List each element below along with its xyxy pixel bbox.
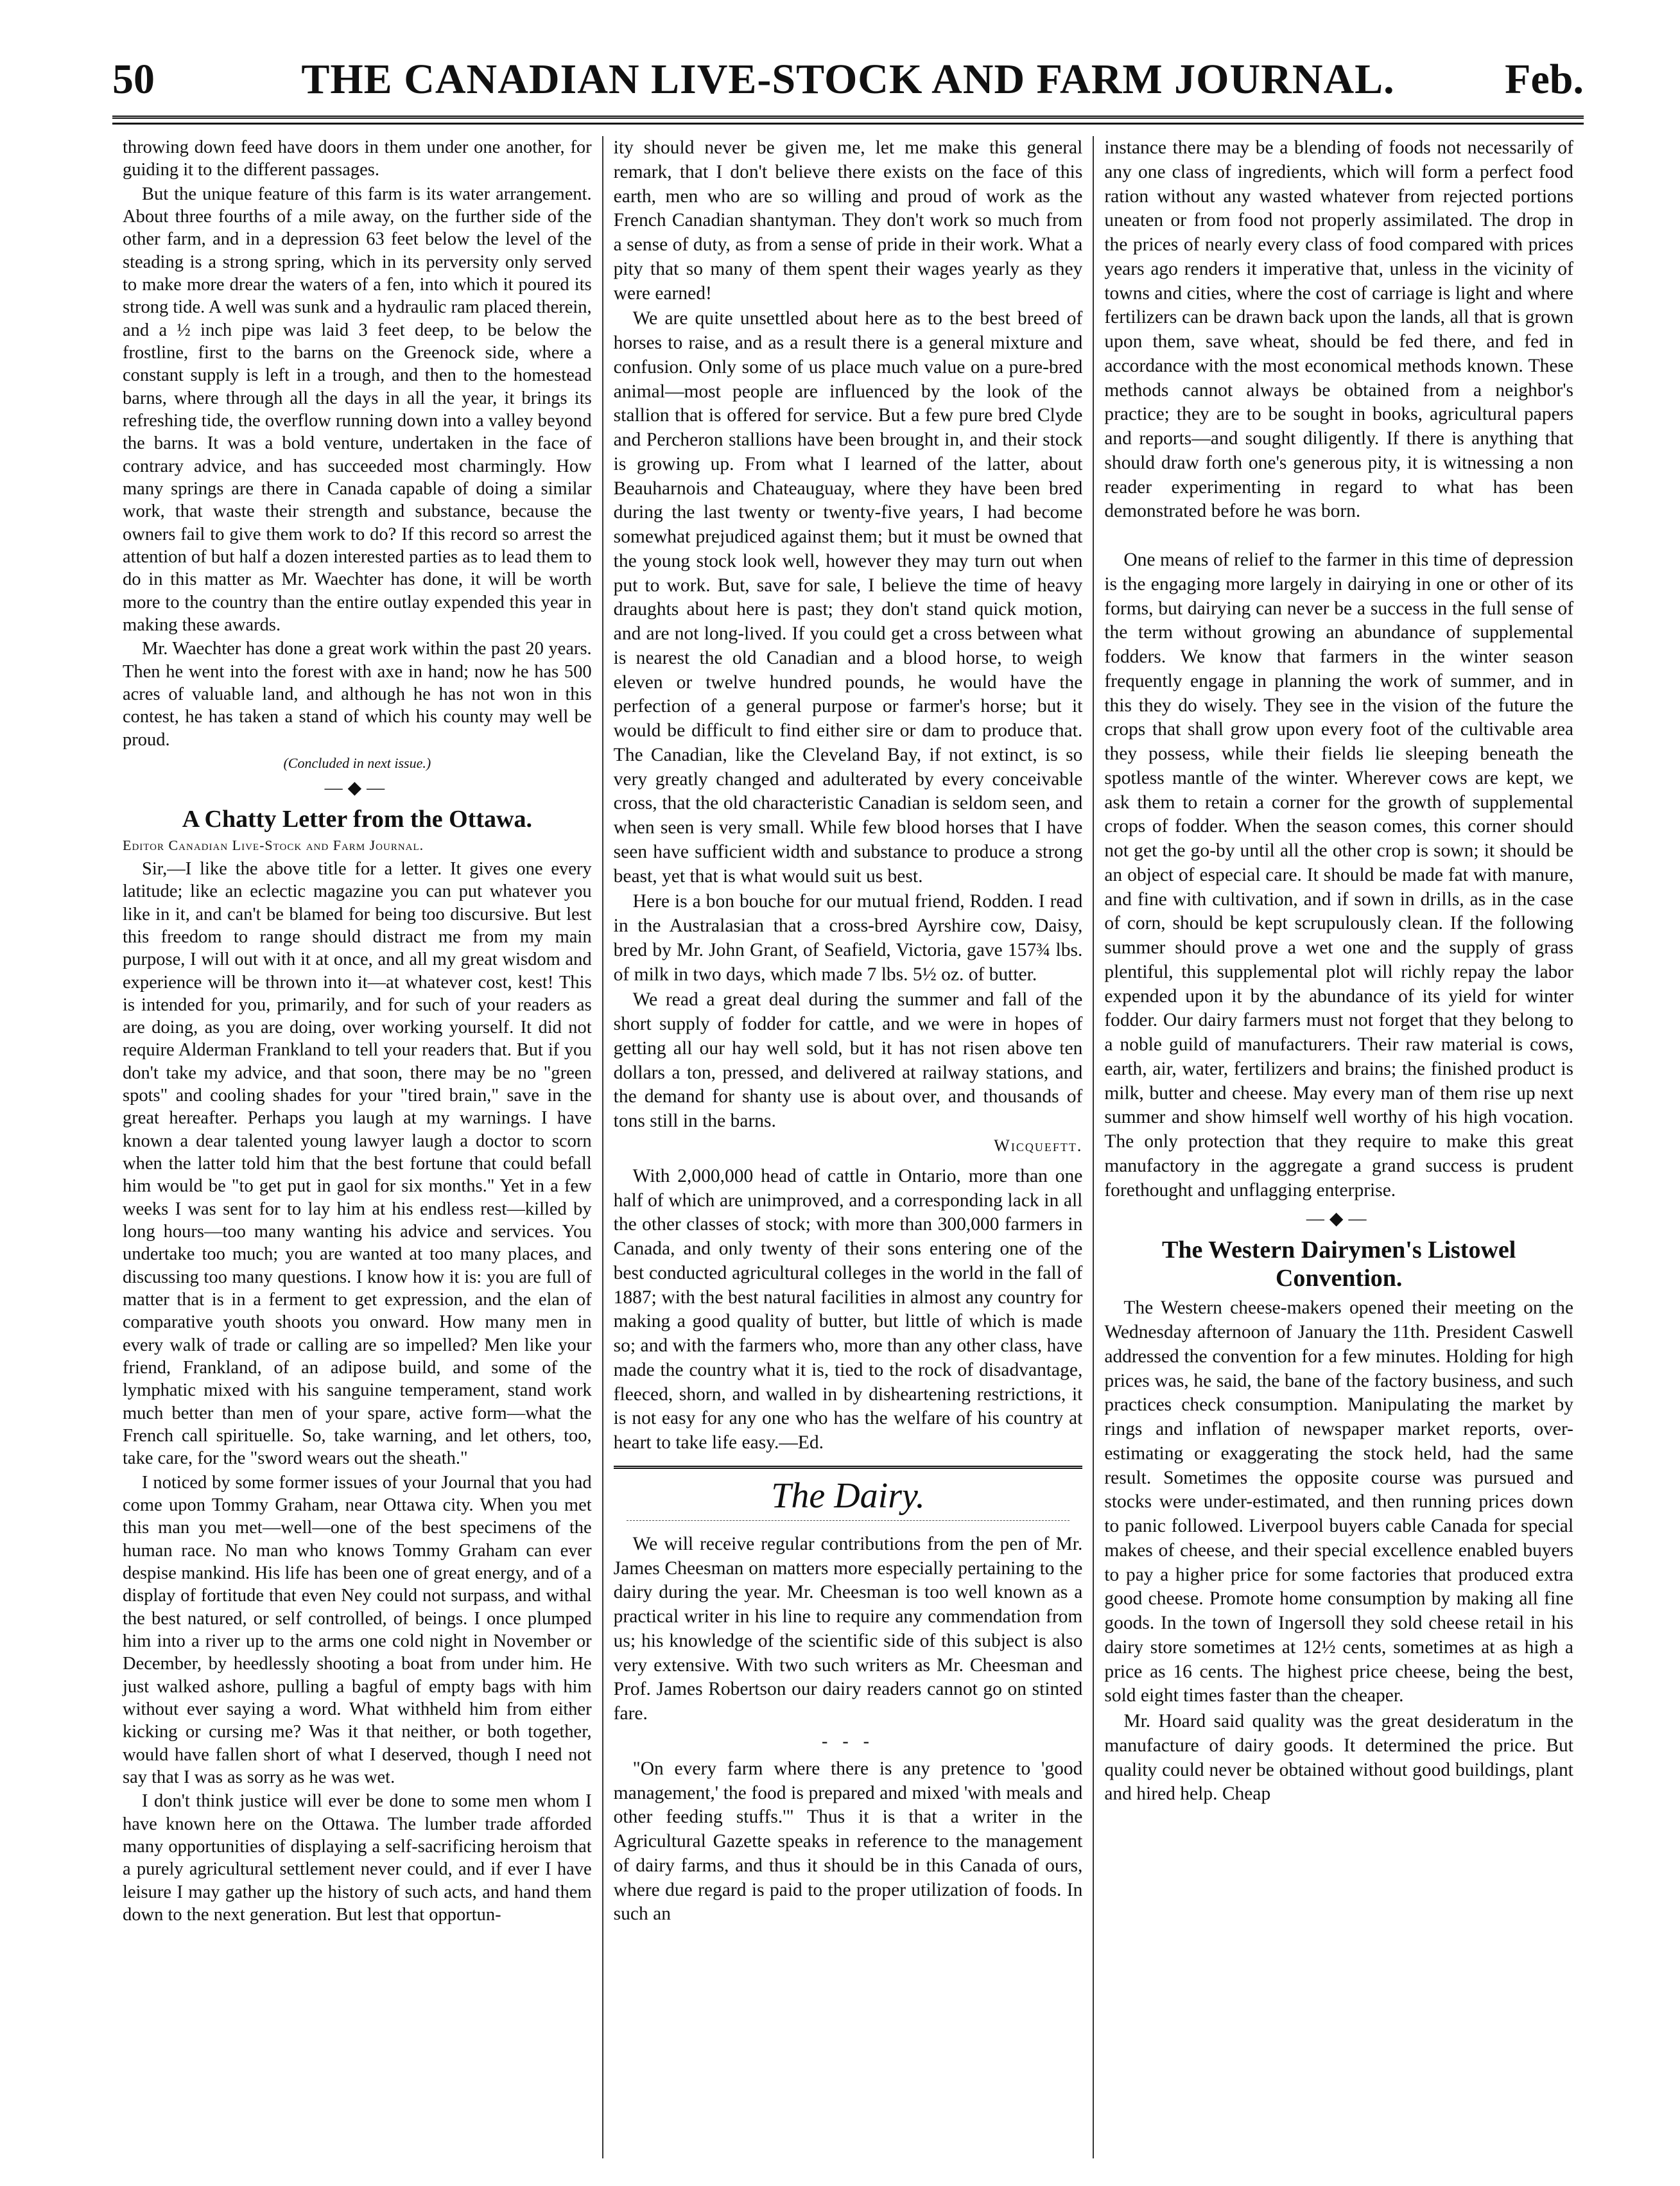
article-paragraph: Sir,—I like the above title for a letter. It gives one every latitude; like an eclectic magazine you can put whatever you like in it, and can't be blamed for being too discursive. But lest this freedom to range should distract me from my main purpose, I will out with it at once, and all my great wisdom and experience will be thrown into it—at whatever cost, kest! This is intended for you, primarily, and for such of your readers as are doing, as you are doing, over working yourself. It did not require Alderman Frankland to tell your readers that. But if you don't take my advice, and that soon, there may be no "green spots" and cooling shades for your "tired brain," save in the great hereafter. Perhaps you laugh at my warnings. I have known a dear talented young lawyer laugh a doctor to scorn when the latter told him that the best fortune that could befall him would be "to get put in gaol for six months." Yet in a few weeks I was sent for to lay him at his endless rest—killed by long hours—too many wanting his advice and services. You undertake too much; you are wanted at too many places, and discussing too many questions. I know how it is: you are full of matter that is in a ferment to get expression, and the elan of comparative youth shoots you onward. How many men in every walk of trade or calling are so impelled? Men like your friend, Frankland, of an adipose build, and some of the lymphatic mixed with his sanguine temperament, stand work much better than men of your spare, active form—what the French call spirituelle. So, take warning, and let others, too, take care, for the "sword wears out the sheath." [123,858,592,1469]
article-paragraph: Here is a bon bouche for our mutual friend, Rodden. I read in the Australasian that a cross-bred Ayrshire cow, Daisy, bred by Mr. John Grant, of Seafield, Victoria, gave 157¾ lbs. of milk in two days, which made 7 lbs. 5½ oz. of butter. [613,891,1083,985]
editor-note: With 2,000,000 head of cattle in Ontario, more than one half of which are unimproved, and a corresponding lack in all the other classes of stock; with more than 300,000 farmers in Canada, and only twenty of their sons entering one of the best conducted agricultural colleges in the world in the fall of 1887; with the best natural facilities in almost any country for making a good quality of butter, but little of which is made so; and with the farmers who, more than any other class, have made the country what it is, tied to the rock of disadvantage, fleeced, shorn, and walled in by disheartening restrictions, it is not easy for any one who has the welfare of his country at heart to take life easy.—Ed. [613,1165,1083,1453]
dairy-section-header [614,1466,1083,1521]
article-paragraph: throwing down feed have doors in them under one another, for guiding it to the different passages. [123,137,592,180]
ottawa-letter-salutation: Editor Canadian Live-Stock and Farm Journal. [123,837,424,853]
journal-title: THE CANADIAN LIVE-STOCK AND FARM JOURNAL. [301,56,1395,103]
article-paragraph: Mr. Waechter has done a great work within the past 20 years. Then he went into the forest with axe in hand; now he has 500 acres of valuable land, and although he has not won in this contest, he has taken a stand of which his county may well be proud. [123,639,592,750]
dairy-title: The Dairy. [771,1475,925,1516]
columns [112,136,1584,2158]
article-paragraph: I noticed by some former issues of your Journal that you had come upon Tommy Graham, near Ottawa city. When you met this man you met—well—one of the best specimens of the human race. No man who knows Tommy Graham can ever despise mankind. His life has been one of great energy, and of a display of fortitude that even Ney could not surpass, and withal the best natured, or self controlled, of beings. I once plumped him into a river up to the arms one cold night in November or December, by heedlessly shooting a boat from under him. He just walked ashore, pulling a bagful of empty bags with him without ever saying a word. What withheld him from either kicking or cursing me? Was it that neither, or both together, would have fallen short of what I deserved, though I need not say that I was as sorry as he was wet. [123,1472,592,1787]
article-paragraph: ity should never be given me, let me make this general remark, that I don't believe there exists on the face of this earth, men who are so willing and proud of work as the French Canadian shantyman. They don't work so much from a sense of duty, as from a sense of pride in their work. What a pity that so many of them spent their wages yearly as they were earned! [613,137,1083,304]
page-number: 50 [112,56,155,103]
column-3 [1093,136,1584,2158]
ottawa-letter-title: A Chatty Letter from the Ottawa. [182,805,532,833]
section-divider: —◆— [1306,1209,1372,1229]
issue-month: Feb. [1505,56,1584,103]
listowel-title: The Western Dairymen's Listowel Convention. [1162,1236,1516,1292]
masthead [112,51,1584,119]
article-paragraph: We are quite unsettled about here as to the best breed of horses to raise, and as a result there is a general mixture and confusion. Only some of us place much value on a pure-bred animal—most people are influenced by the look of the stallion that is offered for service. But a few pure bred Clyde and Percheron stallions have been brought in, and their stock is growing up. From what I learned of the latter, about Beauharnois and Chateauguay, where they have been bred during the last twenty or twenty-five years, I had become somewhat prejudiced against them; but it must be owned that the young stock look well, however they may turn out when put to work. But, save for sale, I believe the time of heavy draughts about here is past; they don't stand quick motion, and are not long-lived. If you could get a cross between what is nearest the old Canadian and a blood horse, to weigh eleven or twelve hundred pounds, he would have the perfection of a general purpose or farmer's horse; but it would be difficult to find either sire or dam to produce that. The Canadian, like the Cleveland Bay, if not extinct, is so very greatly changed and adulterated by every conceivable cross, that the old characteristic Canadian is seldom seen, and when seen is very small. While few blood horses that I have seen have sufficient width and substance to produce a strong beast, yet that is what would suit us best. [613,308,1083,887]
article-paragraph: We will receive regular contributions from the pen of Mr. James Cheesman on matters more especially pertaining to the dairy during the year. Mr. Cheesman is too well known as a practical writer in his line to require any commendation from us; his knowledge of the scientific side of this subject is also very extensive. With two such writers as Mr. Cheesman and Prof. James Robertson our dairy readers cannot go on stinted fare. [613,1533,1083,1724]
letter-signature: Wicqueftt. [994,1136,1083,1155]
column-2 [602,136,1093,2158]
article-paragraph: I don't think justice will ever be done to some men whom I have known here on the Ottawa. The lumber trade afforded many opportunities of displaying a self-sacrificing heroism that a purely agricultural settlement never could, and if ever I have leisure I may gather up the history of such acts, and hand them down to the next generation. But lest that opportun- [123,1791,592,1925]
header-rule [112,123,1584,125]
paragraph-gap [1104,525,1573,548]
column-1 [112,136,602,2158]
section-divider: - - - [822,1731,874,1751]
continued-note: (Concluded in next issue.) [283,754,431,771]
article-paragraph: Mr. Hoard said quality was the great desideratum in the manufacture of dairy goods. It determined the price. But quality could never be obtained without good buildings, plant and hired help. Cheap [1104,1711,1574,1805]
section-divider: —◆— [324,777,390,798]
article-paragraph: We read a great deal during the summer and fall of the short supply of fodder for cattle, and we were in hopes of getting all our hay well sold, but it has not risen above ten dollars a ton, pressed, and delivered at railway stations, and the demand for shanty use is about over, and thousands of tons still in the barns. [613,989,1083,1131]
article-paragraph: instance there may be a blending of foods not necessarily of any one class of ingredients, which will form a perfect food ration without any wasted whatever from rejected portions uneaten or from food not properly assimilated. The drop in the prices of nearly every class of food compared with prices years ago renders it imperative that, unless in the vicinity of towns and cities, where the cost of carriage is light and where fertilizers can be drawn back upon the lands, all that is grown upon them, save wheat, should be fed there, and fed in accordance with the most economical methods known. These methods cannot always be obtained from a neighbor's practice; they are to be sought in books, agricultural papers and reports—and sought diligently. If there is anything that should draw forth one's generous pity, it is witnessing a non reader experimenting in regard to what has been demonstrated before he was born. [1104,137,1574,522]
article-paragraph: The Western cheese-makers opened their meeting on the Wednesday afternoon of January the 11th. President Caswell addressed the convention for a few minutes. Holding for high prices was, he said, the bane of the factory business, and such practices check consumption. Manipulating the market by rings and inflation of newspaper market reports, over-estimating or exaggerating the stock held, had the same result. Sometimes the opposite course was pursued and stocks were under-estimated, and then running prices down to panic followed. Liverpool buyers cable Canada for special makes of cheese, and their special excellence enabled buyers to pay a higher price for some factories that produced extra good cheese. Promote home consumption by making all fine goods. In the town of Ingersoll they sold cheese retail in his dairy store sometimes at 12½ cents, sometimes at as high a price as 16 cents. The highest price cheese, being the best, sold eight times faster than the cheaper. [1104,1297,1574,1706]
article-paragraph: But the unique feature of this farm is its water arrangement. About three fourths of a mile away, on the further side of the other farm, and in a depression 63 feet below the level of the steading is a strong spring, which in its perversity only served to make more drear the waters of a fen, into which it poured its strong tide. A well was sunk and a hydraulic ram placed therein, and a ½ inch pipe was laid 3 feet deep, to be below the frostline, first to the barns on the Greenock side, where a constant supply is left in a trough, and then to the homestead barns, where through all the days in all the year, it brings its refreshing tide, the overflow running down into a valley beyond the barns. It was a bold venture, undertaken in the face of contrary advice, and has succeeded most charmingly. How many springs are there in Canada capable of doing a similar work, that waste their strength and substance, because the owners fail to give them work to do? If this record so arrest the attention of but half a dozen interested parties as to lead them to do in this matter as Mr. Waechter has done, it will be worth more to the country than the entire outlay expended this year in making these awards. [123,184,592,635]
article-paragraph: "On every farm where there is any pretence to 'good management,' the food is prepared and mixed 'with meals and other feeding stuffs.'" Thus it is that a writer in the Agricultural Gazette speaks in reference to the management of dairy farms, and thus it should be in this Canada of ours, where due regard is paid to the proper utilization of foods. In such an [613,1758,1083,1925]
dairy-rule [627,1520,1070,1521]
article-paragraph: One means of relief to the farmer in this time of depression is the engaging more largely in dairying in one or other of its forms, but dairying can never be a success in the full sense of the term without growing an abundance of supplemental fodders. We know that farmers in the winter season frequently engage in planning the work of summer, and in this they do wisely. They see in the vision of the future the crops that shall grow upon every foot of the cultivable area they possess, while their fields lie sleeping beneath the spotless mantle of the winter. Wherever cows are kept, we ask them to retain a corner for the growth of supplemental crops of fodder. When the season comes, this corner should not get the go-by until all the other crop is sown; it should be an object of especial care. It should be made fat with manure, and fine with cultivation, and if sown in drills, as in the case of corn, should be kept scrupulously clean. If the following summer should prove a wet one and the supply of grass plentiful, this supplemental plot will richly repay the labor expended upon it by the abundance of its yield for winter fodder. Our dairy farmers must not forget that they belong to a noble guild of manufacturers. Their raw material is cows, earth, air, water, fertilizers and brains; the finished product is milk, butter and cheese. May every man of them rise up next summer and show himself well worthy of his high vocation. The only protection that they require to make this great manufactory in the aggregate a grand success is prudent forethought and unflagging enterprise. [1104,550,1574,1201]
